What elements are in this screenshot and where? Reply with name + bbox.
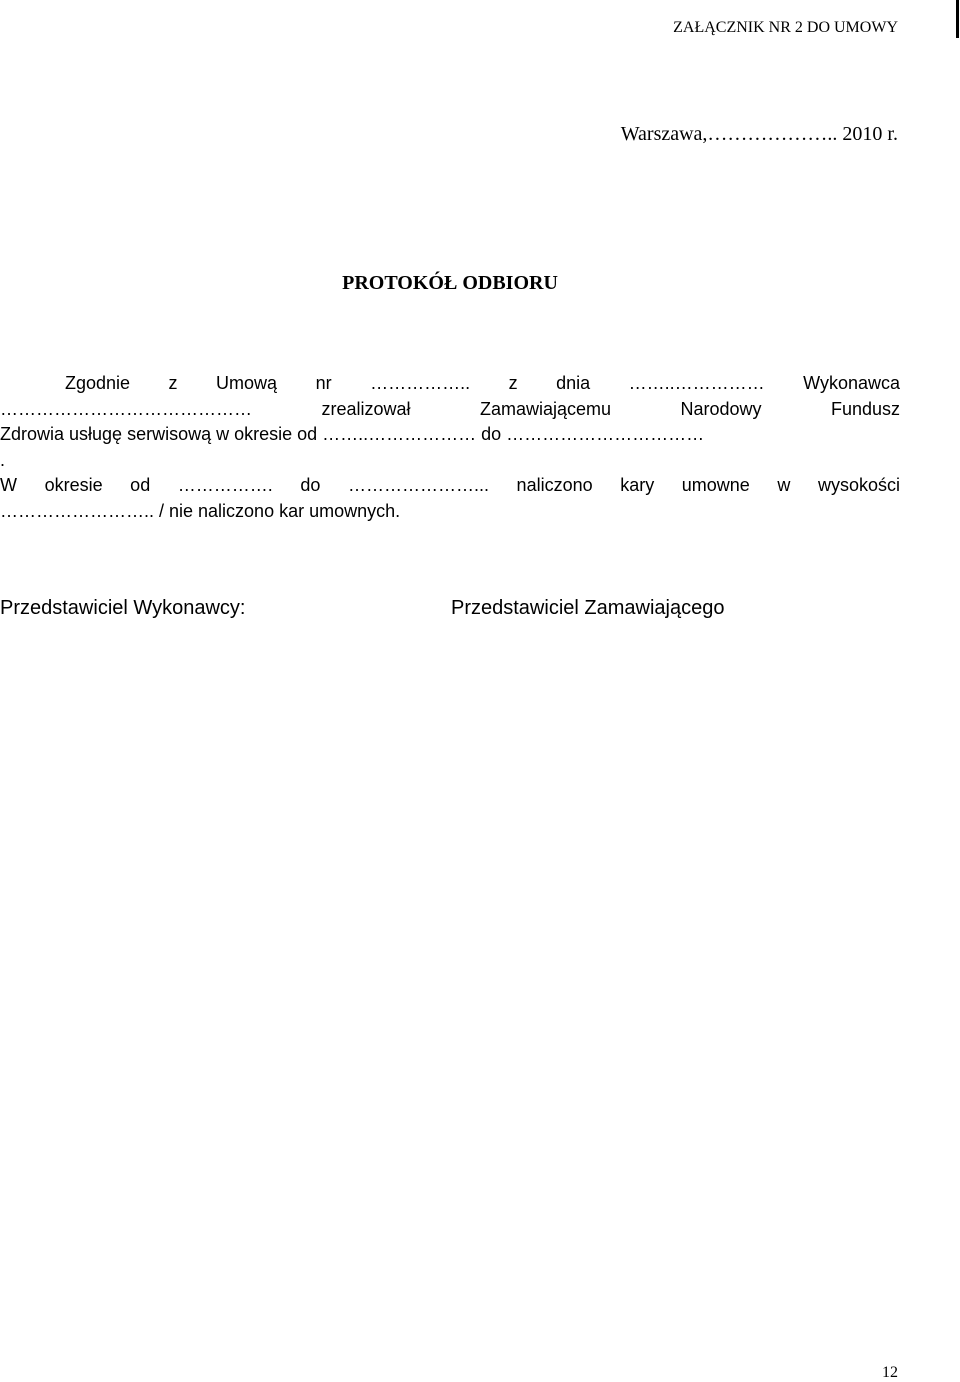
paragraph-line: …………………….. / nie naliczono kar umownych. (0, 500, 401, 521)
paragraph-penalties (0, 473, 900, 524)
page-edge-line (956, 0, 959, 38)
contractor-representative-label: Przedstawiciel Wykonawcy: (0, 597, 246, 619)
paragraph-line: W okresie od ……………. do …………………... naliczono kary umowne w wysokości (0, 475, 900, 495)
document-title: PROTOKÓŁ ODBIORU (342, 272, 558, 294)
paragraph-line: . (0, 449, 6, 470)
orderer-representative-label: Przedstawiciel Zamawiającego (451, 597, 725, 619)
paragraph-line: Zdrowia usługę serwisową w okresie od ……..……………… do …………………………… (0, 424, 705, 444)
place-date: Warszawa,……………….. 2010 r. (620, 123, 898, 145)
paragraph-line: Zgodnie z Umową nr …………….. z dnia ……..…………… Wykonawca (65, 373, 900, 393)
annex-header: ZAŁĄCZNIK NR 2 DO UMOWY (673, 19, 898, 36)
paragraph-completion (0, 371, 900, 473)
paragraph-line: …………………………………… zrealizował Zamawiającemu Narodowy Fundusz (0, 398, 900, 419)
page-number: 12 (882, 1364, 898, 1381)
